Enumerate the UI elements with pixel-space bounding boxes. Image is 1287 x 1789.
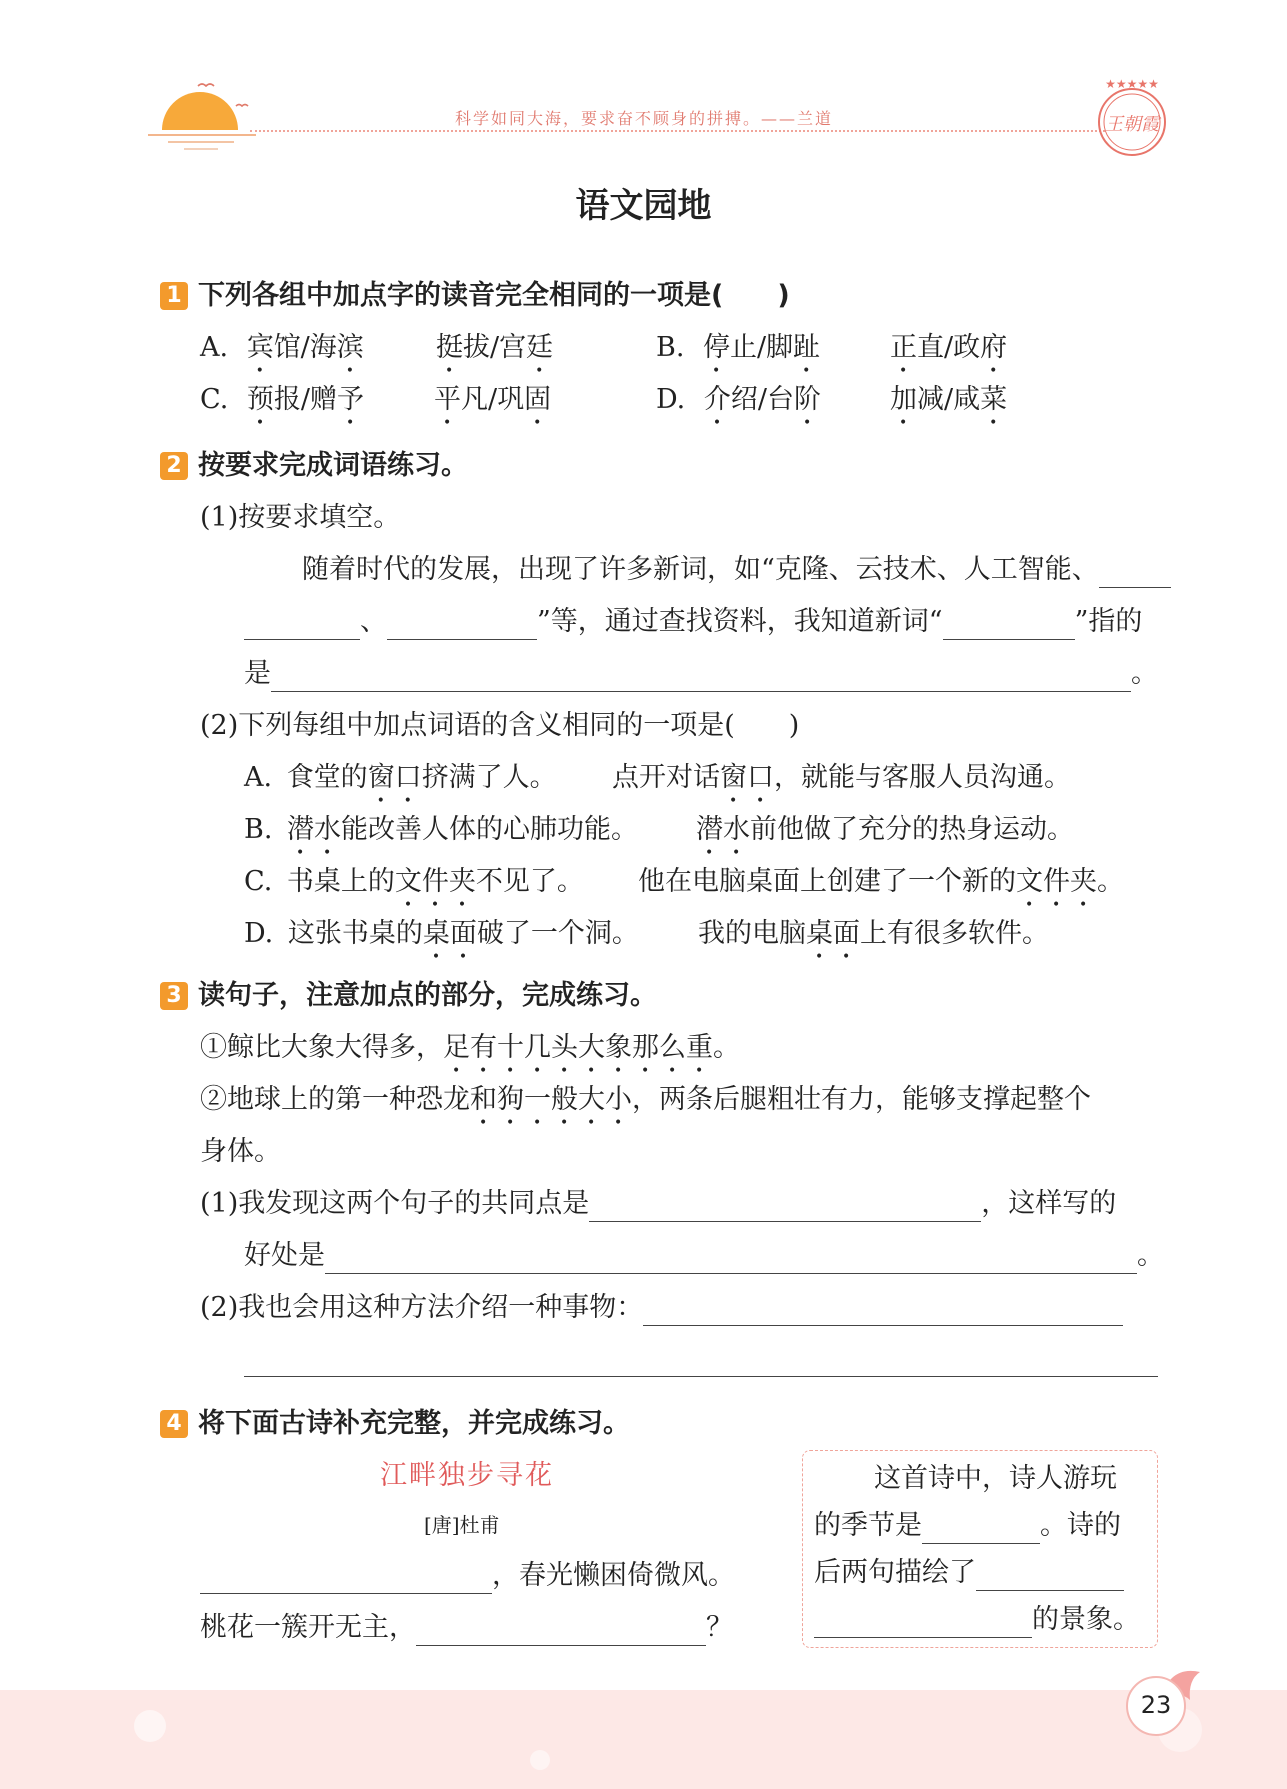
q2-text: 是 xyxy=(244,658,271,689)
q1-prompt: 下列各组中加点字的读音完全相同的一项是( ) xyxy=(198,280,790,311)
q2-dot-word: 文件夹 xyxy=(394,866,476,897)
q2-dot-word: 桌面 xyxy=(422,918,477,949)
page-title: 语文园地 xyxy=(575,186,712,226)
q1-c2-dot: 固 xyxy=(524,384,552,415)
q3-number: 3 xyxy=(160,982,188,1010)
q3-sentence-2-cont: 身体。 xyxy=(200,1136,281,1167)
q1-a2-dot: 挺 xyxy=(436,332,463,363)
q1-d-dot: 介 xyxy=(703,384,731,415)
q3-part1 xyxy=(200,1186,1116,1222)
q3-text: ②地球上的第一种恐龙 xyxy=(200,1084,470,1115)
box-line-4 xyxy=(814,1602,1140,1638)
poem-line-1 xyxy=(200,1558,735,1594)
q1-b2-dot: 府 xyxy=(980,332,1008,363)
q1-c-text: 报/赠 xyxy=(273,384,337,415)
poem-text: 桃花一簇开无主， xyxy=(200,1612,416,1643)
q2-text: 点开对话 xyxy=(612,762,720,793)
q2-text: 随着时代的发展，出现了许多新词，如“克隆、云技术、人工智能、 xyxy=(302,554,1099,585)
q2-label-a: A. xyxy=(244,762,273,793)
q3-heading xyxy=(160,978,657,1014)
q3-text: 。 xyxy=(713,1032,740,1063)
answer-blank[interactable] xyxy=(271,663,1131,692)
box-text: 后两句描绘了 xyxy=(814,1557,976,1588)
answer-blank[interactable] xyxy=(814,1609,1032,1638)
q1-a2-dot: 廷 xyxy=(526,332,554,363)
q3-sentence-1 xyxy=(200,1030,740,1079)
q2-label-c: C. xyxy=(244,866,273,897)
q2-prompt: 按要求完成词语练习。 xyxy=(198,450,468,481)
answer-blank[interactable] xyxy=(1099,559,1171,588)
q1-c-dot: 予 xyxy=(336,384,364,415)
q1-d2-text: 减/咸 xyxy=(917,384,981,415)
q3-dot-phrase: 足有十几头大象那么重 xyxy=(443,1032,713,1063)
q2-heading xyxy=(160,448,468,484)
q1-a-dot: 滨 xyxy=(336,332,364,363)
box-line-2 xyxy=(814,1508,1121,1544)
q2-text: ，就能与客服人员沟通。 xyxy=(774,762,1071,793)
q1-c-dot: 预 xyxy=(246,384,274,415)
q2-label-b: B. xyxy=(244,814,273,845)
q1-b2-text: 直/政 xyxy=(917,332,981,363)
q2-text: 破了一个洞。 xyxy=(476,918,639,949)
q1-b-text: 止/脚 xyxy=(730,332,794,363)
q1-number: 1 xyxy=(160,282,188,310)
q3-sentence-2 xyxy=(200,1082,1091,1131)
q1-option-b2 xyxy=(890,330,1007,379)
q2-dot-word: 桌面 xyxy=(806,918,860,949)
q2-text: 上有很多软件。 xyxy=(860,918,1049,949)
answer-line[interactable] xyxy=(244,1376,1158,1377)
q1-option-c2 xyxy=(434,382,551,431)
poem-line-2 xyxy=(200,1610,733,1646)
header-motto: 科学如同大海，要求奋不顾身的拼搏。——兰道 xyxy=(455,109,834,128)
answer-blank[interactable] xyxy=(922,1515,1040,1544)
q2-text: ”指的 xyxy=(1074,606,1143,637)
q1-option-a2 xyxy=(436,330,553,379)
answer-blank[interactable] xyxy=(643,1297,1123,1326)
svg-text:★★★★★: ★★★★★ xyxy=(1105,77,1159,91)
q2-part1-line3 xyxy=(244,656,1158,692)
header xyxy=(0,0,1287,170)
poem-title: 江畔独步寻花 xyxy=(380,1460,554,1491)
seal-stamp xyxy=(1093,76,1171,160)
q2-text: 不见了。 xyxy=(475,866,584,897)
q3-text: ，这样写的 xyxy=(981,1188,1117,1219)
q3-text: 。 xyxy=(1137,1240,1164,1271)
box-text: 。诗的 xyxy=(1040,1510,1121,1541)
q2-option-c2 xyxy=(638,864,1124,913)
q1-d2-dot: 菜 xyxy=(980,384,1008,415)
q2-option-d[interactable] xyxy=(244,916,639,965)
q2-text: ”等，通过查找资料，我知道新词“ xyxy=(537,606,943,637)
sunset-icon xyxy=(148,72,258,152)
answer-blank[interactable] xyxy=(387,611,537,640)
q2-text: 挤满了人。 xyxy=(421,762,557,793)
answer-blank[interactable] xyxy=(244,611,360,640)
q1-label-d: D. xyxy=(656,384,686,415)
header-dotted-line xyxy=(250,130,1105,132)
q2-dot-word: 潜水 xyxy=(696,814,750,845)
q2-text: 。 xyxy=(1097,866,1124,897)
box-text: 的景象。 xyxy=(1032,1604,1140,1635)
q3-text: 好处是 xyxy=(244,1240,325,1271)
q1-label-b: B. xyxy=(656,332,685,363)
q2-text: 书桌上的 xyxy=(286,866,395,897)
q2-dot-word: 窗口 xyxy=(720,762,774,793)
q1-option-c[interactable] xyxy=(200,382,364,431)
box-text: 的季节是 xyxy=(814,1510,922,1541)
q2-part1-line2 xyxy=(244,604,1142,640)
answer-blank[interactable] xyxy=(976,1562,1124,1591)
q2-part1-label: (1)按要求填空。 xyxy=(200,502,401,533)
answer-blank[interactable] xyxy=(943,611,1075,640)
q2-text: 他在电脑桌面上创建了一个新的 xyxy=(638,866,1016,897)
q3-prompt: 读句子，注意加点的部分，完成练习。 xyxy=(198,980,657,1011)
q1-option-a[interactable] xyxy=(200,330,364,379)
q1-a-text: 馆/海 xyxy=(273,332,337,363)
answer-blank[interactable] xyxy=(325,1245,1137,1274)
q2-option-b[interactable] xyxy=(244,812,638,861)
q2-part1-line1 xyxy=(302,552,1171,588)
q1-b2-dot: 正 xyxy=(890,332,917,363)
q2-dot-word: 窗口 xyxy=(367,762,422,793)
q2-option-c[interactable] xyxy=(244,864,584,913)
q2-number: 2 xyxy=(160,452,188,480)
answer-blank[interactable] xyxy=(416,1617,706,1646)
q2-label-d: D. xyxy=(244,918,274,949)
answer-blank[interactable] xyxy=(589,1193,981,1222)
q4-heading xyxy=(160,1406,630,1442)
q2-option-d2 xyxy=(698,916,1049,965)
q1-label-a: A. xyxy=(200,332,229,363)
q1-option-d[interactable] xyxy=(656,382,821,431)
box-line-1: 这首诗中，诗人游玩 xyxy=(874,1463,1117,1494)
seal-stamp-text: 王朝霞 xyxy=(1105,114,1159,135)
poem-text: ？ xyxy=(706,1612,733,1643)
q1-label-c: C. xyxy=(200,384,229,415)
q1-d2-dot: 加 xyxy=(890,384,917,415)
q2-text: 这张书桌的 xyxy=(287,918,423,949)
q3-text: (1)我发现这两个句子的共同点是 xyxy=(200,1188,590,1219)
q3-text: (2)我也会用这种方法介绍一种事物： xyxy=(200,1292,644,1323)
q1-c2-dot: 平 xyxy=(434,384,461,415)
q2-dot-word: 文件夹 xyxy=(1016,866,1097,897)
q3-part2 xyxy=(200,1290,1123,1326)
answer-blank[interactable] xyxy=(200,1565,492,1594)
q4-prompt: 将下面古诗补充完整，并完成练习。 xyxy=(198,1408,630,1439)
q2-text: 我的电脑 xyxy=(698,918,806,949)
q4-number: 4 xyxy=(160,1410,188,1438)
footer-bubbles-decoration xyxy=(0,1690,1287,1789)
q1-d-text: 绍/台 xyxy=(730,384,794,415)
q2-part2-label: (2)下列每组中加点词语的含义相同的一项是( ) xyxy=(200,710,800,741)
q1-option-b[interactable] xyxy=(656,330,820,379)
q2-dot-word: 潜水 xyxy=(287,814,342,845)
q1-b-dot: 趾 xyxy=(793,332,821,363)
poem-author: [唐]杜甫 xyxy=(424,1513,500,1537)
q3-text: ，两条后腿粗壮有力，能够支撑起整个 xyxy=(632,1084,1091,1115)
q2-option-a[interactable] xyxy=(244,760,557,809)
page-number: 23 xyxy=(1140,1691,1172,1719)
q2-text: 食堂的 xyxy=(286,762,368,793)
poem-text: ，春光懒困倚微风。 xyxy=(492,1560,735,1591)
q1-heading xyxy=(160,278,790,314)
q2-option-a2 xyxy=(612,760,1071,809)
q1-d-dot: 阶 xyxy=(793,384,821,415)
q1-a2-text: 拔/宫 xyxy=(463,332,527,363)
q2-text: 。 xyxy=(1131,658,1158,689)
q1-a-dot: 宾 xyxy=(246,332,274,363)
q1-option-d2 xyxy=(890,382,1007,431)
box-line-3 xyxy=(814,1555,1124,1591)
q1-b-dot: 停 xyxy=(703,332,731,363)
q3-part1-cont xyxy=(244,1238,1164,1274)
q2-text: 能改善人体的心肺功能。 xyxy=(341,814,639,845)
q2-option-b2 xyxy=(696,812,1074,861)
q2-text: 前他做了充分的热身运动。 xyxy=(750,814,1074,845)
q2-sep: 、 xyxy=(360,606,387,637)
q1-c2-text: 凡/巩 xyxy=(461,384,525,415)
q3-dot-phrase: 和狗一般大小 xyxy=(470,1084,632,1115)
q3-text: ①鲸比大象大得多， xyxy=(200,1032,443,1063)
